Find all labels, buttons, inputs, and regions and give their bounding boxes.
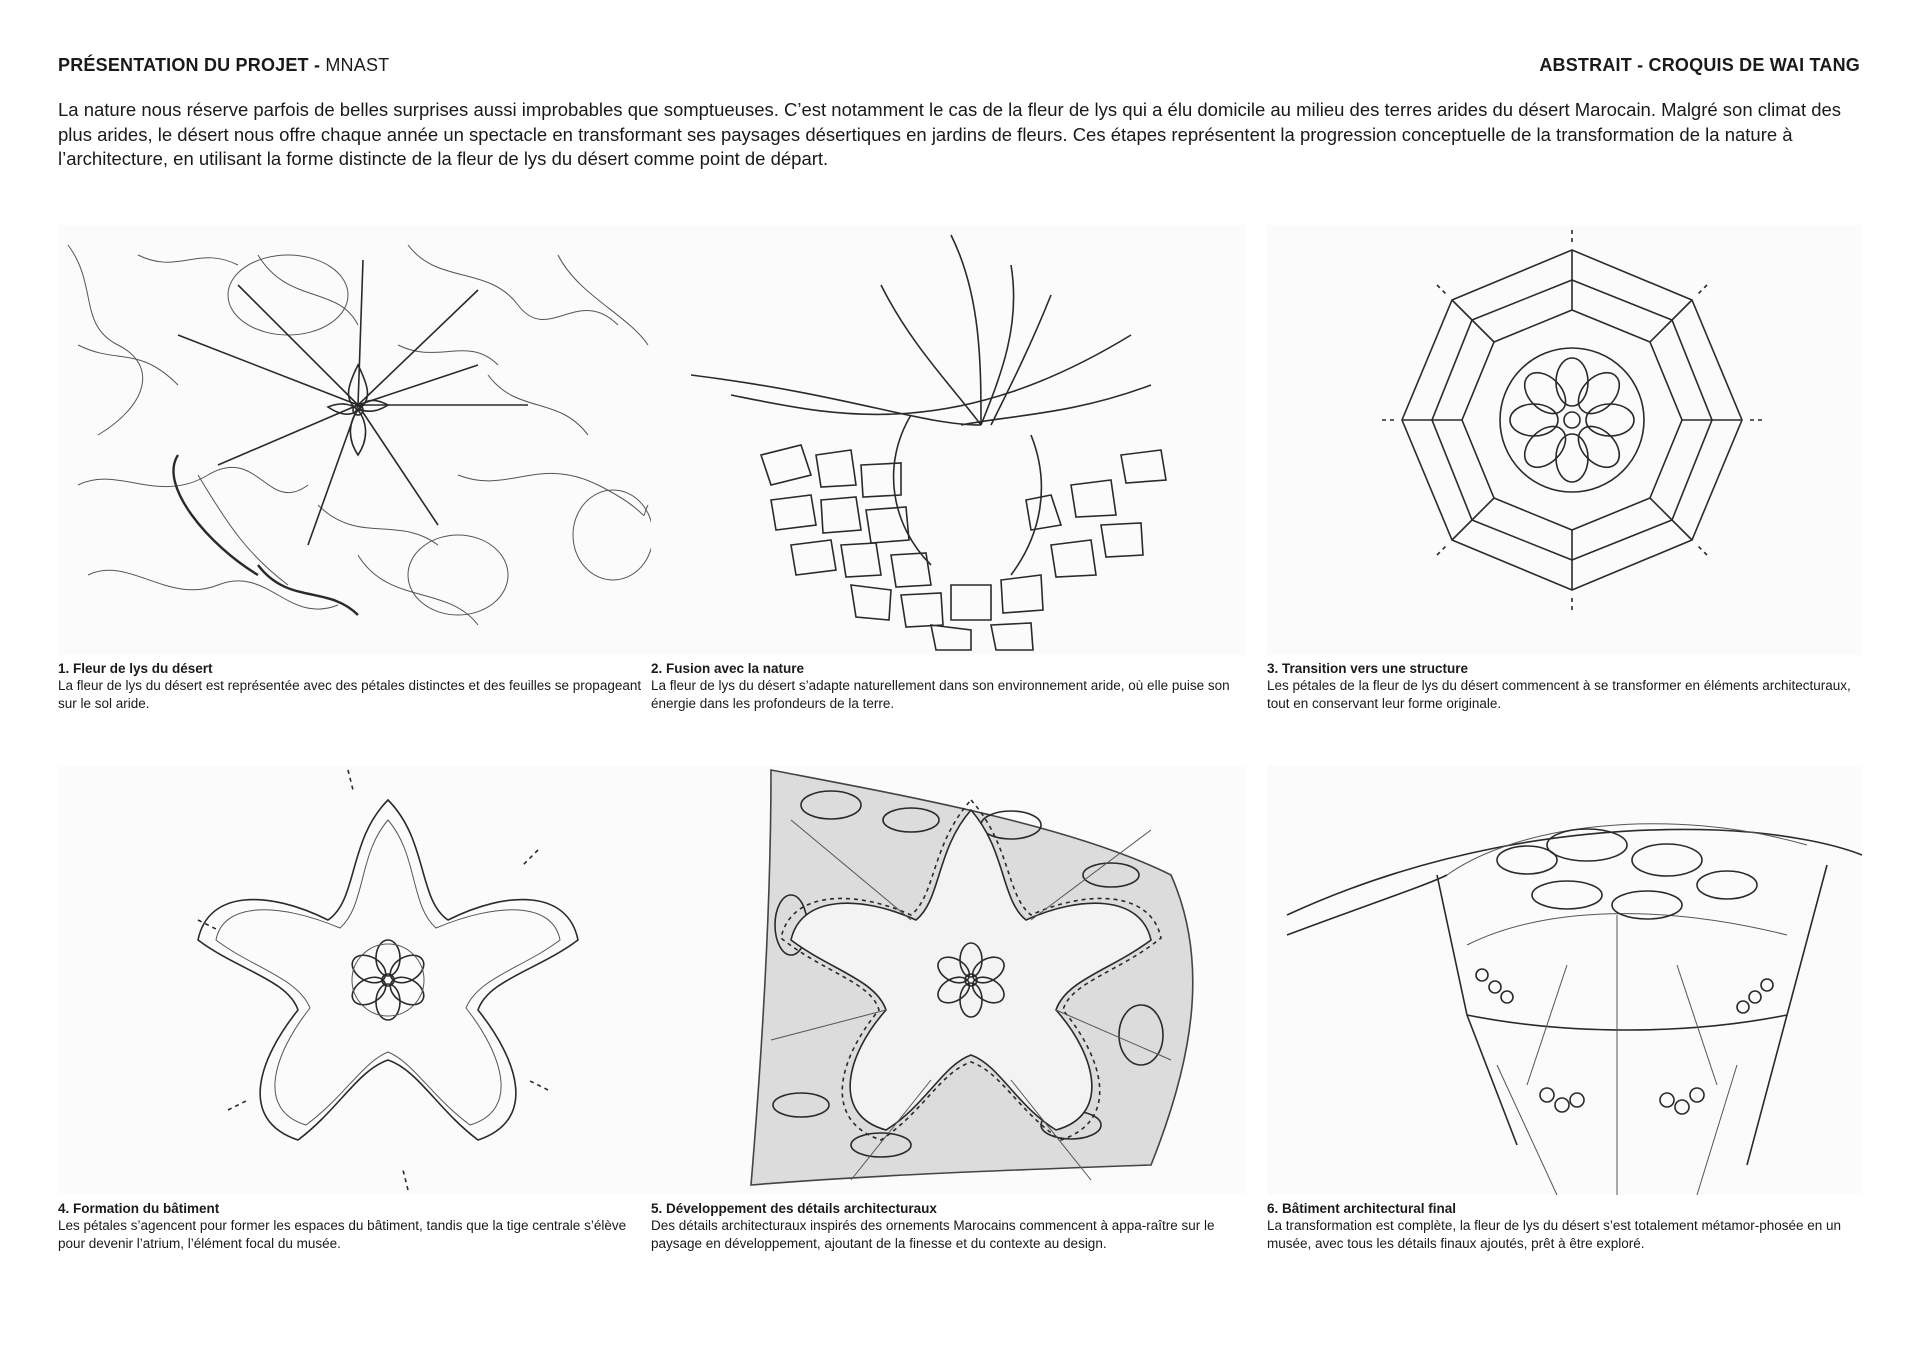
sketch-panel-3 <box>1267 225 1862 713</box>
sketch-panel-4 <box>58 765 653 1253</box>
intro-paragraph: La nature nous réserve parfois de belles surprises aussi improbables que somptueuses. C’est notamment le cas de la fleur de lys qui a élu domicile au milieu des terres arides du désert Marocain. Malgré son climat des plus arides, le désert nous offre chaque année un spectacle en transformant ses paysages désertiques en jardins de fleurs. Ces étapes représentent la progression conceptuelle de la transformation de la nature à l’architecture, en utilisant la forme distincte de la fleur de lys du désert comme point de départ. <box>58 99 1842 169</box>
panel-6-title: 6. Bâtiment architectural final <box>1267 1201 1457 1216</box>
sketch-panel-5 <box>651 765 1246 1253</box>
sketch-structure-transition-image <box>1267 225 1862 655</box>
sketch-building-formation-image <box>58 765 653 1195</box>
header-project-name: MNAST <box>325 55 390 75</box>
sketch-panel-6 <box>1267 765 1862 1253</box>
panel-6-description: La transformation est complète, la fleur de lys du désert s’est totalement métamor-phosée en un musée, avec tous les détails finaux ajoutés, prêt à être exploré. <box>1267 1218 1842 1251</box>
panel-4-description: Les pétales s’agencent pour former les espaces du bâtiment, tandis que la tige centrale s’élève pour devenir l’atrium, l’élément focal du musée. <box>58 1218 627 1251</box>
panel-5-title: 5. Développement des détails architecturaux <box>651 1201 937 1216</box>
header-left-title <box>58 55 389 76</box>
panel-2-title: 2. Fusion avec la nature <box>651 661 805 676</box>
sketch-fusion-nature-image <box>651 225 1246 655</box>
panel-4-title: 4. Formation du bâtiment <box>58 1201 220 1216</box>
panel-1-title: 1. Fleur de lys du désert <box>58 661 213 676</box>
header-right-title: ABSTRAIT - CROQUIS DE WAI TANG <box>1539 55 1860 75</box>
header-project-label: PRÉSENTATION DU PROJET - <box>58 55 326 75</box>
sketch-final-building-image <box>1267 765 1862 1195</box>
sketch-architectural-details-image <box>651 765 1246 1195</box>
panel-3-title: 3. Transition vers une structure <box>1267 661 1469 676</box>
sketch-panel-2 <box>651 225 1246 713</box>
sketch-desert-lily-image <box>58 225 653 655</box>
sketch-panel-1 <box>58 225 653 713</box>
panel-5-description: Des détails architecturaux inspirés des ornements Marocains commencent à appa-raître sur le paysage en développement, ajoutant de la finesse et du contexte au design. <box>651 1218 1215 1251</box>
panel-1-description: La fleur de lys du désert est représentée avec des pétales distinctes et des feuilles se propageant sur le sol aride. <box>58 678 642 711</box>
panel-2-description: La fleur de lys du désert s’adapte naturellement dans son environnement aride, où elle puise son énergie dans les profondeurs de la terre. <box>651 678 1230 711</box>
panel-3-description: Les pétales de la fleur de lys du désert commencent à se transformer en éléments architecturaux, tout en conservant leur forme originale. <box>1267 678 1851 711</box>
